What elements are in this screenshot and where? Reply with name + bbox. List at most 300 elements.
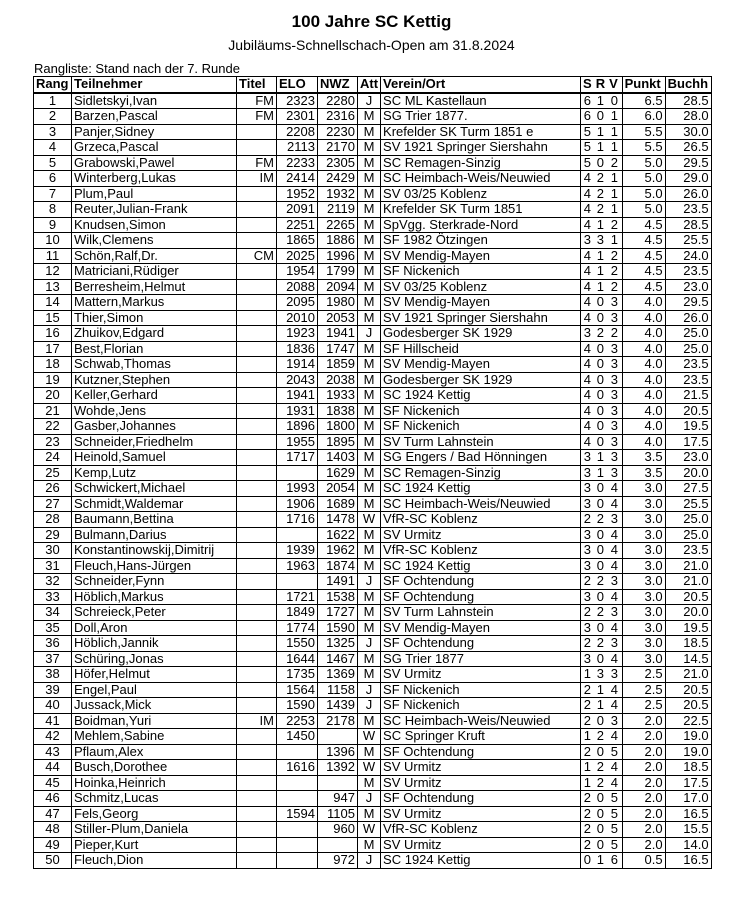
cell-verein: SV Turm Lahnstein (381, 605, 581, 621)
cell-s: 4 (581, 419, 594, 435)
cell-name: Höblich,Jannik (72, 636, 237, 652)
cell-verein: SC Heimbach-Weis/Neuwied (381, 171, 581, 187)
cell-rang: 49 (34, 837, 72, 853)
cell-name: Pieper,Kurt (72, 837, 237, 853)
table-row (34, 775, 712, 791)
cell-elo: 2010 (277, 310, 318, 326)
cell-rang: 21 (34, 403, 72, 419)
cell-att: J (358, 326, 381, 342)
cell-elo: 2113 (277, 140, 318, 156)
cell-rang: 19 (34, 372, 72, 388)
cell-rang: 33 (34, 589, 72, 605)
cell-r: 1 (594, 140, 607, 156)
cell-r: 0 (594, 357, 607, 373)
cell-name: Sidletskyi,Ivan (72, 93, 237, 109)
cell-nwz: 1980 (318, 295, 358, 311)
cell-r: 1 (594, 465, 607, 481)
table-row (34, 450, 712, 466)
cell-att: M (358, 419, 381, 435)
cell-buchh: 25.0 (665, 512, 711, 528)
cell-buchh: 23.0 (665, 450, 711, 466)
cell-punkt: 3.0 (622, 527, 665, 543)
cell-punkt: 5.0 (622, 155, 665, 171)
cell-r: 0 (594, 791, 607, 807)
cell-name: Berresheim,Helmut (72, 279, 237, 295)
cell-elo: 2091 (277, 202, 318, 218)
cell-rang: 13 (34, 279, 72, 295)
cell-verein: VfR-SC Koblenz (381, 512, 581, 528)
cell-att: M (358, 186, 381, 202)
cell-s: 4 (581, 403, 594, 419)
cell-nwz: 1538 (318, 589, 358, 605)
cell-rang: 23 (34, 434, 72, 450)
cell-buchh: 25.0 (665, 527, 711, 543)
cell-name: Reuter,Julian-Frank (72, 202, 237, 218)
cell-punkt: 3.0 (622, 543, 665, 559)
cell-att: J (358, 636, 381, 652)
cell-buchh: 23.5 (665, 202, 711, 218)
cell-elo: 2414 (277, 171, 318, 187)
cell-name: Jussack,Mick (72, 698, 237, 714)
cell-s: 3 (581, 543, 594, 559)
page-title: 100 Jahre SC Kettig (291, 12, 452, 31)
cell-verein: SV Mendig-Mayen (381, 295, 581, 311)
cell-r: 2 (594, 512, 607, 528)
cell-elo: 1931 (277, 403, 318, 419)
cell-buchh: 28.0 (665, 109, 711, 125)
cell-punkt: 4.5 (622, 217, 665, 233)
cell-buchh: 20.5 (665, 682, 711, 698)
cell-att: M (358, 171, 381, 187)
cell-titel (237, 388, 277, 404)
cell-v: 3 (607, 372, 622, 388)
cell-rang: 12 (34, 264, 72, 280)
cell-punkt: 4.0 (622, 434, 665, 450)
cell-titel (237, 419, 277, 435)
cell-name: Zhuikov,Edgard (72, 326, 237, 342)
cell-r: 2 (594, 186, 607, 202)
cell-v: 3 (607, 636, 622, 652)
cell-titel (237, 264, 277, 280)
cell-v: 2 (607, 264, 622, 280)
cell-buchh: 14.5 (665, 651, 711, 667)
cell-punkt: 3.0 (622, 605, 665, 621)
cell-buchh: 18.5 (665, 636, 711, 652)
cell-v: 1 (607, 202, 622, 218)
cell-v: 5 (607, 791, 622, 807)
cell-titel (237, 651, 277, 667)
cell-titel (237, 496, 277, 512)
cell-punkt: 3.0 (622, 481, 665, 497)
cell-att: M (358, 341, 381, 357)
cell-s: 2 (581, 713, 594, 729)
cell-v: 5 (607, 837, 622, 853)
cell-titel (237, 558, 277, 574)
cell-elo: 1735 (277, 667, 318, 683)
cell-titel (237, 450, 277, 466)
cell-rang: 37 (34, 651, 72, 667)
cell-r: 0 (594, 543, 607, 559)
page-subtitle: Jubiläums-Schnellschach-Open am 31.8.2024 (228, 37, 515, 53)
cell-r: 0 (594, 558, 607, 574)
cell-verein: SF Ochtendung (381, 574, 581, 590)
cell-punkt: 5.0 (622, 171, 665, 187)
cell-nwz: 1158 (318, 682, 358, 698)
cell-v: 4 (607, 543, 622, 559)
cell-elo: 1952 (277, 186, 318, 202)
cell-rang: 31 (34, 558, 72, 574)
cell-nwz: 1727 (318, 605, 358, 621)
cell-r: 1 (594, 853, 607, 869)
cell-r: 0 (594, 109, 607, 125)
cell-name: Pflaum,Alex (72, 744, 237, 760)
cell-name: Stiller-Plum,Daniela (72, 822, 237, 838)
cell-rang: 17 (34, 341, 72, 357)
cell-titel (237, 481, 277, 497)
table-row (34, 791, 712, 807)
cell-v: 4 (607, 729, 622, 745)
cell-rang: 24 (34, 450, 72, 466)
cell-name: Schwab,Thomas (72, 357, 237, 373)
cell-name: Busch,Dorothee (72, 760, 237, 776)
cell-punkt: 3.5 (622, 450, 665, 466)
cell-r: 2 (594, 605, 607, 621)
cell-v: 3 (607, 419, 622, 435)
cell-verein: SF 1982 Ötzingen (381, 233, 581, 249)
cell-name: Schön,Ralf,Dr. (72, 248, 237, 264)
cell-name: Fleuch,Dion (72, 853, 237, 869)
cell-elo: 1849 (277, 605, 318, 621)
cell-verein: SV Urmitz (381, 837, 581, 853)
cell-r: 0 (594, 481, 607, 497)
cell-name: Schwickert,Michael (72, 481, 237, 497)
cell-v: 4 (607, 775, 622, 791)
cell-s: 3 (581, 233, 594, 249)
cell-v: 4 (607, 651, 622, 667)
cell-name: Plum,Paul (72, 186, 237, 202)
cell-verein: SF Nickenich (381, 419, 581, 435)
cell-name: Schneider,Friedhelm (72, 434, 237, 450)
cell-verein: SV 1921 Springer Siershahn (381, 310, 581, 326)
col-header-buchh: Buchh (665, 77, 711, 93)
cell-s: 4 (581, 295, 594, 311)
cell-verein: SC Remagen-Sinzig (381, 465, 581, 481)
table-row (34, 729, 712, 745)
cell-elo: 1564 (277, 682, 318, 698)
cell-name: Fels,Georg (72, 806, 237, 822)
table-row (34, 574, 712, 590)
cell-rang: 5 (34, 155, 72, 171)
cell-v: 3 (607, 605, 622, 621)
cell-name: Konstantinowskij,Dimitrij (72, 543, 237, 559)
cell-att: W (358, 760, 381, 776)
cell-v: 4 (607, 496, 622, 512)
cell-name: Doll,Aron (72, 620, 237, 636)
table-row (34, 589, 712, 605)
cell-rang: 50 (34, 853, 72, 869)
cell-s: 4 (581, 357, 594, 373)
cell-att: J (358, 853, 381, 869)
cell-verein: SF Nickenich (381, 698, 581, 714)
cell-punkt: 2.0 (622, 729, 665, 745)
cell-elo: 2253 (277, 713, 318, 729)
cell-att: M (358, 233, 381, 249)
cell-att: J (358, 791, 381, 807)
cell-att: M (358, 481, 381, 497)
cell-elo (277, 744, 318, 760)
cell-r: 0 (594, 589, 607, 605)
cell-titel (237, 806, 277, 822)
cell-titel (237, 341, 277, 357)
table-row (34, 527, 712, 543)
cell-s: 4 (581, 217, 594, 233)
cell-nwz: 1859 (318, 357, 358, 373)
cell-rang: 27 (34, 496, 72, 512)
cell-s: 5 (581, 124, 594, 140)
cell-punkt: 2.0 (622, 744, 665, 760)
cell-v: 1 (607, 109, 622, 125)
cell-s: 3 (581, 481, 594, 497)
cell-titel (237, 837, 277, 853)
cell-verein: SG Engers / Bad Hönningen (381, 450, 581, 466)
cell-titel (237, 527, 277, 543)
cell-verein: SC Heimbach-Weis/Neuwied (381, 713, 581, 729)
table-row (34, 558, 712, 574)
cell-nwz: 1800 (318, 419, 358, 435)
cell-elo (277, 791, 318, 807)
cell-buchh: 26.5 (665, 140, 711, 156)
table-row (34, 698, 712, 714)
cell-name: Winterberg,Lukas (72, 171, 237, 187)
cell-punkt: 5.5 (622, 124, 665, 140)
cell-s: 1 (581, 775, 594, 791)
cell-buchh: 23.5 (665, 543, 711, 559)
cell-s: 4 (581, 388, 594, 404)
cell-nwz: 960 (318, 822, 358, 838)
cell-elo (277, 574, 318, 590)
cell-nwz (318, 775, 358, 791)
cell-punkt: 3.0 (622, 558, 665, 574)
table-row (34, 341, 712, 357)
cell-att: J (358, 698, 381, 714)
cell-att: M (358, 527, 381, 543)
cell-att: M (358, 403, 381, 419)
cell-buchh: 20.5 (665, 698, 711, 714)
cell-v: 3 (607, 341, 622, 357)
cell-name: Kemp,Lutz (72, 465, 237, 481)
table-row (34, 155, 712, 171)
cell-att: M (358, 806, 381, 822)
cell-rang: 3 (34, 124, 72, 140)
cell-buchh: 17.5 (665, 775, 711, 791)
cell-elo: 2251 (277, 217, 318, 233)
cell-s: 5 (581, 155, 594, 171)
cell-r: 0 (594, 310, 607, 326)
cell-nwz: 972 (318, 853, 358, 869)
cell-v: 3 (607, 403, 622, 419)
cell-att: M (358, 155, 381, 171)
cell-rang: 15 (34, 310, 72, 326)
cell-nwz: 2265 (318, 217, 358, 233)
cell-s: 0 (581, 853, 594, 869)
cell-att: M (358, 372, 381, 388)
cell-verein: SC Springer Kruft (381, 729, 581, 745)
cell-nwz: 2178 (318, 713, 358, 729)
cell-punkt: 0.5 (622, 853, 665, 869)
cell-s: 3 (581, 589, 594, 605)
cell-punkt: 2.0 (622, 713, 665, 729)
cell-buchh: 16.5 (665, 853, 711, 869)
cell-buchh: 19.5 (665, 419, 711, 435)
cell-buchh: 22.5 (665, 713, 711, 729)
cell-verein: Krefelder SK Turm 1851 e (381, 124, 581, 140)
cell-v: 2 (607, 217, 622, 233)
table-row (34, 124, 712, 140)
cell-verein: SV Mendig-Mayen (381, 357, 581, 373)
cell-nwz: 2119 (318, 202, 358, 218)
cell-buchh: 18.5 (665, 760, 711, 776)
cell-r: 2 (594, 636, 607, 652)
cell-att: M (358, 775, 381, 791)
cell-s: 2 (581, 822, 594, 838)
cell-rang: 47 (34, 806, 72, 822)
cell-nwz: 1689 (318, 496, 358, 512)
cell-v: 2 (607, 326, 622, 342)
cell-nwz: 1467 (318, 651, 358, 667)
cell-titel (237, 775, 277, 791)
cell-r: 0 (594, 713, 607, 729)
cell-s: 1 (581, 667, 594, 683)
table-row (34, 512, 712, 528)
cell-punkt: 3.0 (622, 574, 665, 590)
cell-rang: 22 (34, 419, 72, 435)
table-row (34, 279, 712, 295)
cell-name: Höfer,Helmut (72, 667, 237, 683)
table-row (34, 837, 712, 853)
table-row (34, 326, 712, 342)
cell-att: M (358, 124, 381, 140)
cell-buchh: 24.0 (665, 248, 711, 264)
cell-s: 3 (581, 450, 594, 466)
cell-name: Baumann,Bettina (72, 512, 237, 528)
cell-buchh: 29.5 (665, 295, 711, 311)
cell-r: 0 (594, 822, 607, 838)
cell-buchh: 21.5 (665, 388, 711, 404)
cell-buchh: 28.5 (665, 217, 711, 233)
cell-buchh: 27.5 (665, 481, 711, 497)
cell-att: M (358, 837, 381, 853)
cell-punkt: 4.5 (622, 233, 665, 249)
col-header-rang: Rang (34, 77, 72, 93)
cell-att: M (358, 543, 381, 559)
cell-elo: 2025 (277, 248, 318, 264)
table-row (34, 388, 712, 404)
cell-name: Knudsen,Simon (72, 217, 237, 233)
cell-nwz: 1392 (318, 760, 358, 776)
table-row (34, 357, 712, 373)
cell-buchh: 20.0 (665, 465, 711, 481)
cell-r: 2 (594, 171, 607, 187)
cell-att: W (358, 512, 381, 528)
table-row (34, 744, 712, 760)
cell-r: 1 (594, 450, 607, 466)
cell-att: M (358, 558, 381, 574)
cell-nwz: 1622 (318, 527, 358, 543)
cell-s: 4 (581, 434, 594, 450)
cell-punkt: 4.5 (622, 264, 665, 280)
cell-nwz: 2429 (318, 171, 358, 187)
cell-punkt: 2.0 (622, 837, 665, 853)
cell-buchh: 23.5 (665, 372, 711, 388)
cell-v: 6 (607, 853, 622, 869)
cell-punkt: 3.5 (622, 465, 665, 481)
cell-buchh: 20.5 (665, 589, 711, 605)
cell-nwz: 1895 (318, 434, 358, 450)
cell-nwz: 2316 (318, 109, 358, 125)
cell-name: Schmidt,Waldemar (72, 496, 237, 512)
cell-s: 3 (581, 326, 594, 342)
table-row (34, 496, 712, 512)
cell-v: 4 (607, 620, 622, 636)
cell-rang: 2 (34, 109, 72, 125)
cell-elo: 2208 (277, 124, 318, 140)
cell-rang: 8 (34, 202, 72, 218)
cell-elo: 1939 (277, 543, 318, 559)
cell-verein: SV Turm Lahnstein (381, 434, 581, 450)
cell-r: 1 (594, 279, 607, 295)
cell-v: 3 (607, 388, 622, 404)
cell-nwz: 1590 (318, 620, 358, 636)
cell-titel (237, 217, 277, 233)
table-row (34, 465, 712, 481)
cell-nwz: 2230 (318, 124, 358, 140)
cell-titel (237, 403, 277, 419)
cell-r: 3 (594, 667, 607, 683)
cell-elo: 1644 (277, 651, 318, 667)
cell-verein: SF Nickenich (381, 682, 581, 698)
cell-r: 1 (594, 682, 607, 698)
cell-s: 4 (581, 248, 594, 264)
cell-punkt: 3.0 (622, 636, 665, 652)
cell-punkt: 4.0 (622, 388, 665, 404)
cell-titel: CM (237, 248, 277, 264)
cell-verein: SV Urmitz (381, 775, 581, 791)
cell-verein: SV Mendig-Mayen (381, 248, 581, 264)
cell-elo: 1716 (277, 512, 318, 528)
cell-att: M (358, 279, 381, 295)
cell-verein: VfR-SC Koblenz (381, 822, 581, 838)
cell-punkt: 4.5 (622, 279, 665, 295)
cell-elo (277, 837, 318, 853)
cell-verein: SF Ochtendung (381, 636, 581, 652)
cell-v: 5 (607, 744, 622, 760)
cell-rang: 9 (34, 217, 72, 233)
cell-buchh: 21.0 (665, 558, 711, 574)
cell-nwz: 1105 (318, 806, 358, 822)
cell-r: 1 (594, 264, 607, 280)
cell-s: 4 (581, 171, 594, 187)
table-row (34, 295, 712, 311)
cell-titel (237, 682, 277, 698)
standings-table (33, 76, 712, 869)
cell-elo: 2301 (277, 109, 318, 125)
cell-r: 2 (594, 574, 607, 590)
cell-elo: 1941 (277, 388, 318, 404)
cell-r: 0 (594, 295, 607, 311)
cell-buchh: 21.0 (665, 574, 711, 590)
cell-name: Wilk,Clemens (72, 233, 237, 249)
cell-elo (277, 465, 318, 481)
